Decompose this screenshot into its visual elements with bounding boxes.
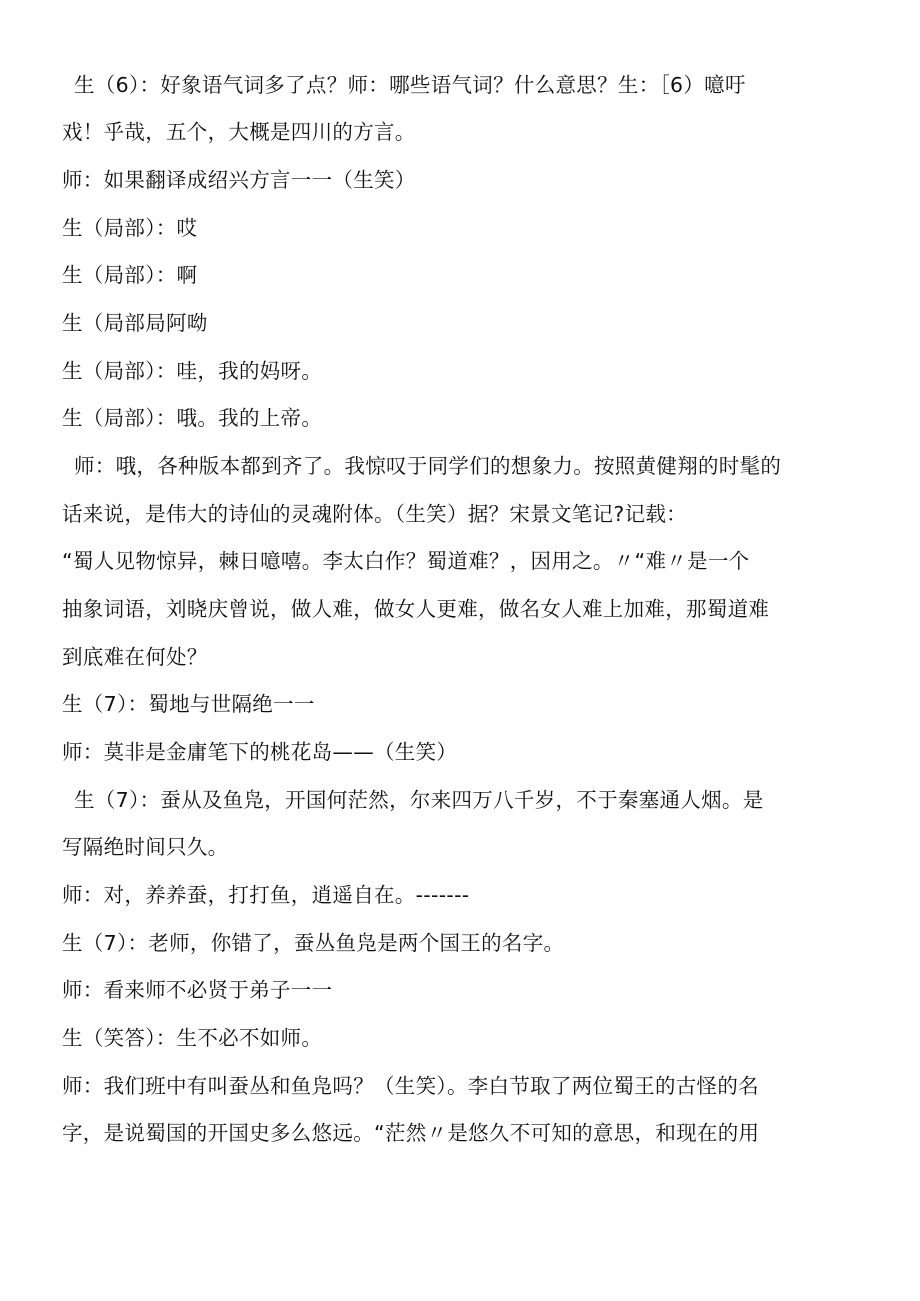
text-line-17: 写隔绝时间只久。	[62, 835, 229, 859]
text-line-19: 生（7）：老师，你错了，蚕丛鱼凫是两个国王的名字。	[62, 931, 565, 955]
text-line-15: 师：莫非是金庸笔下的桃花岛——（生笑）	[62, 740, 458, 764]
text-line-2: 戏！乎哉，五个，大概是四川的方言。	[62, 120, 416, 144]
text-line-5: 生（局部）：啊	[62, 263, 198, 287]
text-line-16: 生（7）：蚕从及鱼凫，开国何茫然，尔来四万八千岁，不于秦塞通人烟。是	[74, 788, 764, 812]
text-line-13: 到底难在何处？	[62, 645, 208, 669]
text-line-7: 生（局部）：哇，我的妈呀。	[62, 359, 323, 383]
text-line-10: 话来说，是伟大的诗仙的灵魂附体。（生笑）据？宋景文笔记?记载：	[62, 502, 687, 526]
text-line-14: 生（7）：蜀地与世隔绝一一	[62, 692, 315, 716]
text-line-3: 师：如果翻译成绍兴方言一一（生笑）	[62, 168, 416, 192]
text-line-1: 生（6）：好象语气词多了点？师：哪些语气词？什么意思？生：［6）噫吁	[74, 73, 746, 97]
text-line-11: “蜀人见物惊异，棘日噫嘻。李太白作？蜀道难？，因用之。〃“难〃是一个	[62, 549, 750, 573]
text-line-21: 生（笑答）：生不必不如师。	[62, 1026, 323, 1050]
text-line-8: 生（局部）：哦。我的上帝。	[62, 406, 323, 430]
text-line-23: 字，是说蜀国的开国史多么悠远。“茫然〃是悠久不可知的意思，和现在的用	[62, 1121, 760, 1145]
text-line-9: 师：哦，各种版本都到齐了。我惊叹于同学们的想象力。按照黄健翔的时髦的	[74, 454, 782, 478]
text-line-20: 师：看来师不必贤于弟子一一	[62, 978, 333, 1002]
text-line-18: 师：对，养养蚕，打打鱼，逍遥自在。-------	[62, 883, 470, 907]
text-line-6: 生（局部局阿呦	[62, 311, 208, 335]
text-line-12: 抽象词语，刘晓庆曾说，做人难，做女人更难，做名女人难上加难，那蜀道难	[62, 597, 770, 621]
text-line-4: 生（局部）：哎	[62, 216, 198, 240]
text-line-22: 师：我们班中有叫蚕丛和鱼凫吗？（生笑）。李白节取了两位蜀王的古怪的名	[62, 1074, 759, 1098]
